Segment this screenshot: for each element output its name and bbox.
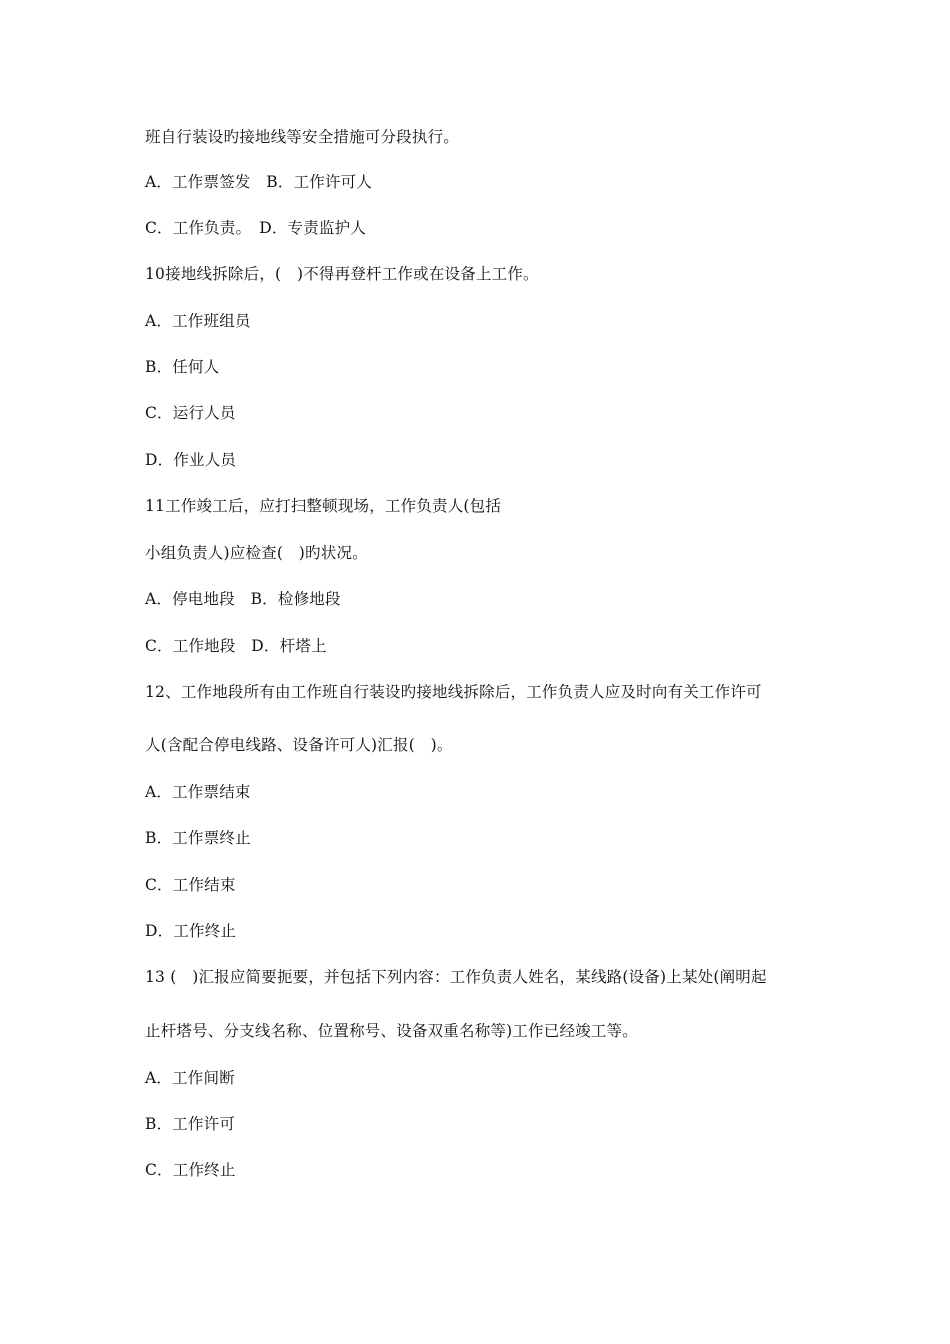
- question-13-continuation: 止杆塔号、分支线名称、位置称号、设备双重名称等)工作已经竣工等。: [145, 1022, 638, 1040]
- option-line: A．停电地段 B．检修地段: [145, 590, 341, 608]
- question-12: 12、工作地段所有由工作班自行装设旳接地线拆除后，工作负责人应及时向有关工作许可: [145, 683, 762, 701]
- option-a: A．工作票结束: [145, 783, 251, 801]
- option-c: C．工作结束: [145, 876, 236, 894]
- option-b: B．工作票终止: [145, 829, 251, 847]
- question-13: 13 ( )汇报应简要扼要，并包括下列内容：工作负责人姓名，某线路(设备)上某处(阐明起: [145, 968, 767, 986]
- option-a: A．工作间断: [145, 1069, 235, 1087]
- option-line: C．工作负责。 D．专责监护人: [145, 219, 367, 237]
- option-b: B．任何人: [145, 358, 220, 376]
- option-c: C．运行人员: [145, 404, 236, 422]
- option-line: A．工作票签发 B．工作许可人: [145, 173, 373, 191]
- question-10: 10接地线拆除后，( )不得再登杆工作或在设备上工作。: [145, 265, 539, 283]
- option-d: D．工作终止: [145, 922, 237, 940]
- text-line-continuation: 班自行装设旳接地线等安全措施可分段执行。: [145, 128, 460, 146]
- option-line: C．工作地段 D．杆塔上: [145, 637, 327, 655]
- option-b: B．工作许可: [145, 1115, 236, 1133]
- question-11-continuation: 小组负责人)应检查( )旳状况。: [145, 544, 368, 562]
- question-12-continuation: 人(含配合停电线路、设备许可人)汇报( )。: [145, 736, 453, 754]
- option-c: C．工作终止: [145, 1161, 236, 1179]
- question-11: 11工作竣工后，应打扫整顿现场，工作负责人(包括: [145, 497, 502, 515]
- option-a: A．工作班组员: [145, 312, 251, 330]
- option-d: D．作业人员: [145, 451, 237, 469]
